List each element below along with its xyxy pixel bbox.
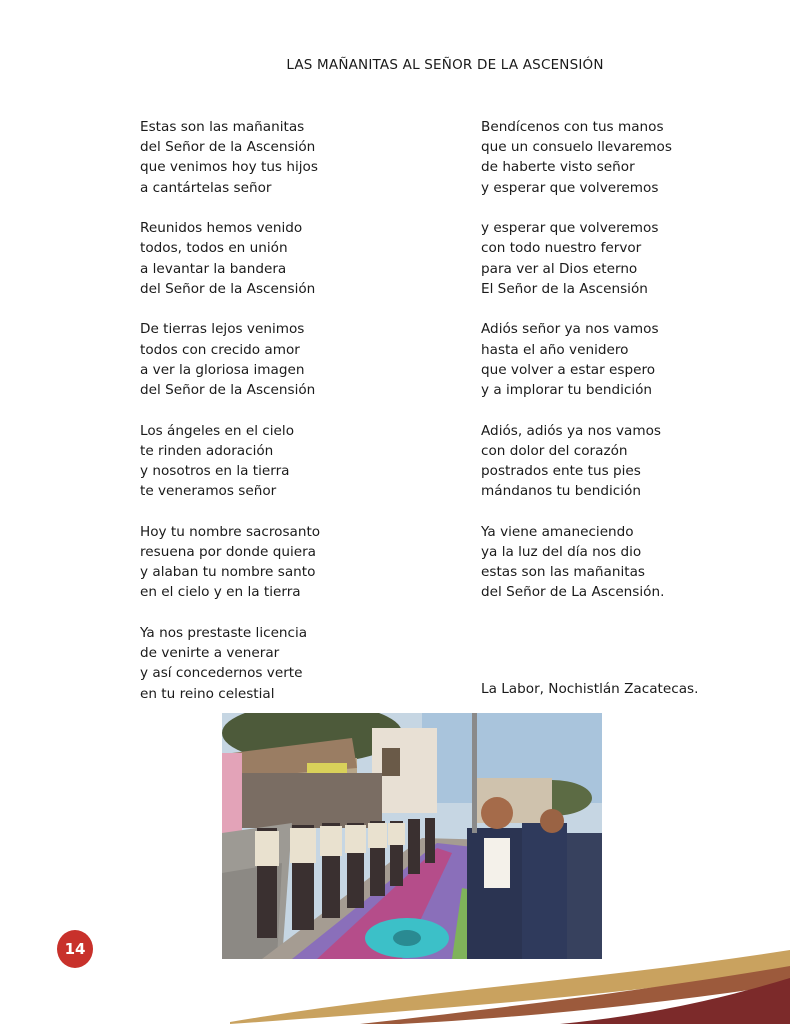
stanza: [140, 117, 460, 198]
verse-line: Ya nos prestaste licencia: [140, 625, 308, 642]
footer-wave-decoration: [0, 930, 790, 1024]
verse-line: que un consuelo llevaremos: [481, 139, 672, 156]
verse-line: todos con crecido amor: [140, 341, 300, 358]
right-column: [481, 117, 781, 623]
verse-line: a cantártelas señor: [140, 179, 272, 196]
verse-line: resuena por donde quiera: [140, 544, 317, 561]
verse-line: y esperar que volveremos: [481, 220, 659, 237]
verse-line: Adiós señor ya nos vamos: [481, 321, 659, 338]
verse-line: en tu reino celestial: [140, 685, 275, 702]
verse-line: y esperar que volveremos: [481, 179, 659, 196]
stanza: [481, 319, 781, 400]
verse-line: Ya viene amaneciendo: [481, 523, 634, 540]
verse-line: Estas son las mañanitas: [140, 119, 305, 135]
stanza: [481, 218, 781, 299]
verse-line: y a implorar tu bendición: [481, 382, 653, 399]
stanza: [140, 218, 460, 299]
verse-line: te veneramos señor: [140, 483, 277, 500]
verse-line: a ver la gloriosa imagen: [140, 361, 305, 378]
verse-line: para ver al Dios eterno: [481, 260, 638, 277]
verse-line: con dolor del corazón: [481, 442, 628, 459]
verse-line: de haberte visto señor: [481, 159, 635, 176]
verse-line: y así concedernos verte: [140, 665, 303, 682]
verse-line: postrados ente tus pies: [481, 463, 641, 480]
verse-line: y alaban tu nombre santo: [140, 564, 316, 581]
verse-line: del Señor de La Ascensión.: [481, 584, 665, 601]
verse-line: del Señor de la Ascensión: [140, 139, 316, 156]
verse-line: ya la luz del día nos dio: [481, 544, 642, 561]
verse-line: Adiós, adiós ya nos vamos: [481, 422, 662, 439]
verse-line: te rinden adoración: [140, 442, 274, 459]
verse-line: Bendícenos con tus manos: [481, 119, 664, 135]
stanza: [481, 117, 781, 198]
verse-line: El Señor de la Ascensión: [481, 280, 648, 297]
verse-line: en el cielo y en la tierra: [140, 584, 301, 601]
verse-line: mándanos tu bendición: [481, 483, 641, 500]
verse-line: a levantar la bandera: [140, 260, 287, 277]
verse-line: del Señor de la Ascensión: [140, 280, 316, 297]
signature: La Labor, Nochistlán Zacatecas.: [481, 681, 699, 697]
verse-line: De tierras lejos venimos: [140, 321, 305, 338]
page-number-badge: 14: [57, 930, 93, 968]
stanza: [140, 623, 460, 704]
verse-line: todos, todos en unión: [140, 240, 288, 257]
verse-line: Reunidos hemos venido: [140, 220, 303, 237]
verse-line: y nosotros en la tierra: [140, 463, 290, 480]
verse-line: hasta el año venidero: [481, 341, 629, 358]
stanza: [140, 522, 460, 603]
stanza: [140, 319, 460, 400]
verse-line: Los ángeles en el cielo: [140, 422, 295, 439]
left-column: [140, 117, 460, 724]
stanza: [481, 421, 781, 502]
verse-line: del Señor de la Ascensión: [140, 382, 316, 399]
verse-line: estas son las mañanitas: [481, 564, 646, 581]
verse-line: que venimos hoy tus hijos: [140, 159, 318, 176]
stanza: [140, 421, 460, 502]
stanza: [481, 522, 781, 603]
verse-line: que volver a estar espero: [481, 361, 656, 378]
verse-line: con todo nuestro fervor: [481, 240, 642, 257]
page-title: LAS MAÑANITAS AL SEÑOR DE LA ASCENSIÓN: [286, 57, 604, 73]
verse-line: de venirte a venerar: [140, 645, 280, 662]
verse-line: Hoy tu nombre sacrosanto: [140, 523, 321, 540]
mariachi-photo: [222, 713, 602, 959]
